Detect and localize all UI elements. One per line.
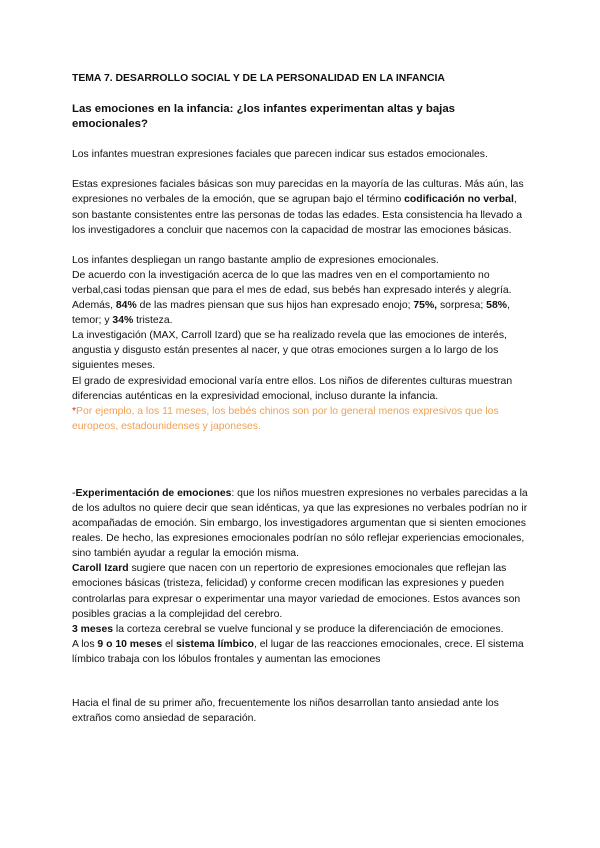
stat-anger: 84% [115, 300, 137, 312]
term-nonverbal-coding: codificación no verbal [404, 194, 514, 206]
paragraph-izard-research: La investigación (MAX, Carroll Izard) que se ha realizado revela que las emociones de interés, angustia y disgusto están presentes al nacer, y que otras emociones surgen a lo largo de los siguientes meses. [72, 330, 507, 372]
paragraph-mothers-research: De acuerdo con la investigación acerca de lo que las madres ven en el comportamiento no verbal,casi todas piensan que para el mes de edad, sus bebés han expresado interés y alegría. Además, 84% de las madres piensan que sus hijos han expresado enojo; 75%, sorpresa; 58%, temor; y 34% tristeza. [72, 269, 512, 327]
paragraph-facial-expressions: Los infantes muestran expresiones faciales que parecen indicar sus estados emocionales. [72, 149, 488, 161]
paragraph-limbic-system: A los 9 o 10 meses el sistema límbico, el lugar de las reacciones emocionales, crece. El sistema límbico trabaja con los lóbulos frontales y aumentan las emociones [72, 638, 524, 665]
document-title: TEMA 7. DESARROLLO SOCIAL Y DE LA PERSONALIDAD EN LA INFANCIA [72, 73, 445, 84]
stat-sadness: 34% [112, 315, 134, 327]
stat-fear: 58% [486, 300, 507, 312]
paragraph-nonverbal-coding: Estas expresiones faciales básicas son muy parecidas en la mayoría de las culturas. Más aún, las expresiones no verbales de la emoción, que se agrupan bajo el término codificación no verbal, son bastante consistentes entre las personas de todas las edades. Esta consistencia ha llevado a los investigadores a concluir que nacemos con la capacidad de mostrar las emociones básicas. [72, 179, 524, 236]
paragraph-range-emotions: Los infantes despliegan un rango bastante amplio de expresiones emocionales. [72, 254, 439, 266]
paragraph-caroll-izard: Caroll Izard sugiere que nacen con un repertorio de expresiones emocionales que reflejan las emociones básicas (tristeza, felicidad) y conforme crecen modifican las expresiones y pueden controlarlas para expresar o experimentar una mayor variedad de emociones. Estos avances son posibles gracias a la complejidad del cerebro. [72, 563, 521, 620]
term-nine-ten-months: 9 o 10 meses [97, 638, 163, 650]
paragraph-three-months: 3 meses la corteza cerebral se vuelve funcional y se produce la diferenciación de emociones. [72, 623, 504, 635]
document-body [72, 71, 534, 726]
term-experimentation: Experimentación de emociones [75, 487, 232, 499]
section-heading: Las emociones en la infancia: ¿los infantes experimentan altas y bajas emocionales? [72, 103, 455, 131]
paragraph-experimentation: -Experimentación de emociones: que los niños muestren expresiones no verbales parecidas a la de los adultos no quiere decir que sean idénticas, ya que las expresiones no verbales podrían no ir acompañadas de emoción. Sin embargo, los investigadores argumentan que si sienten emociones reales. De hecho, las expresiones emocionales podrían no sólo reflejar experiencias emocionales, sino también ayudar a regular la emoción misma. [72, 487, 528, 560]
term-three-months: 3 meses [72, 623, 114, 635]
term-caroll-izard: Caroll Izard [72, 563, 129, 575]
paragraph-anxiety: Hacia el final de su primer año, frecuentemente los niños desarrollan tanto ansiedad ante los extraños como ansiedad de separación. [72, 698, 499, 725]
stat-surprise: 75%, [413, 300, 438, 312]
paragraph-expressivity: El grado de expresividad emocional varía entre ellos. Los niños de diferentes culturas muestran diferencias auténticas en la expresividad emocional, incluso durante la infancia. [72, 375, 513, 402]
highlighted-example: *Por ejemplo, a los 11 meses, los bebés chinos son por lo general menos expresivos que los europeos, estadounidenses y japoneses. [72, 405, 499, 432]
term-limbic-system: sistema límbico [176, 638, 254, 650]
